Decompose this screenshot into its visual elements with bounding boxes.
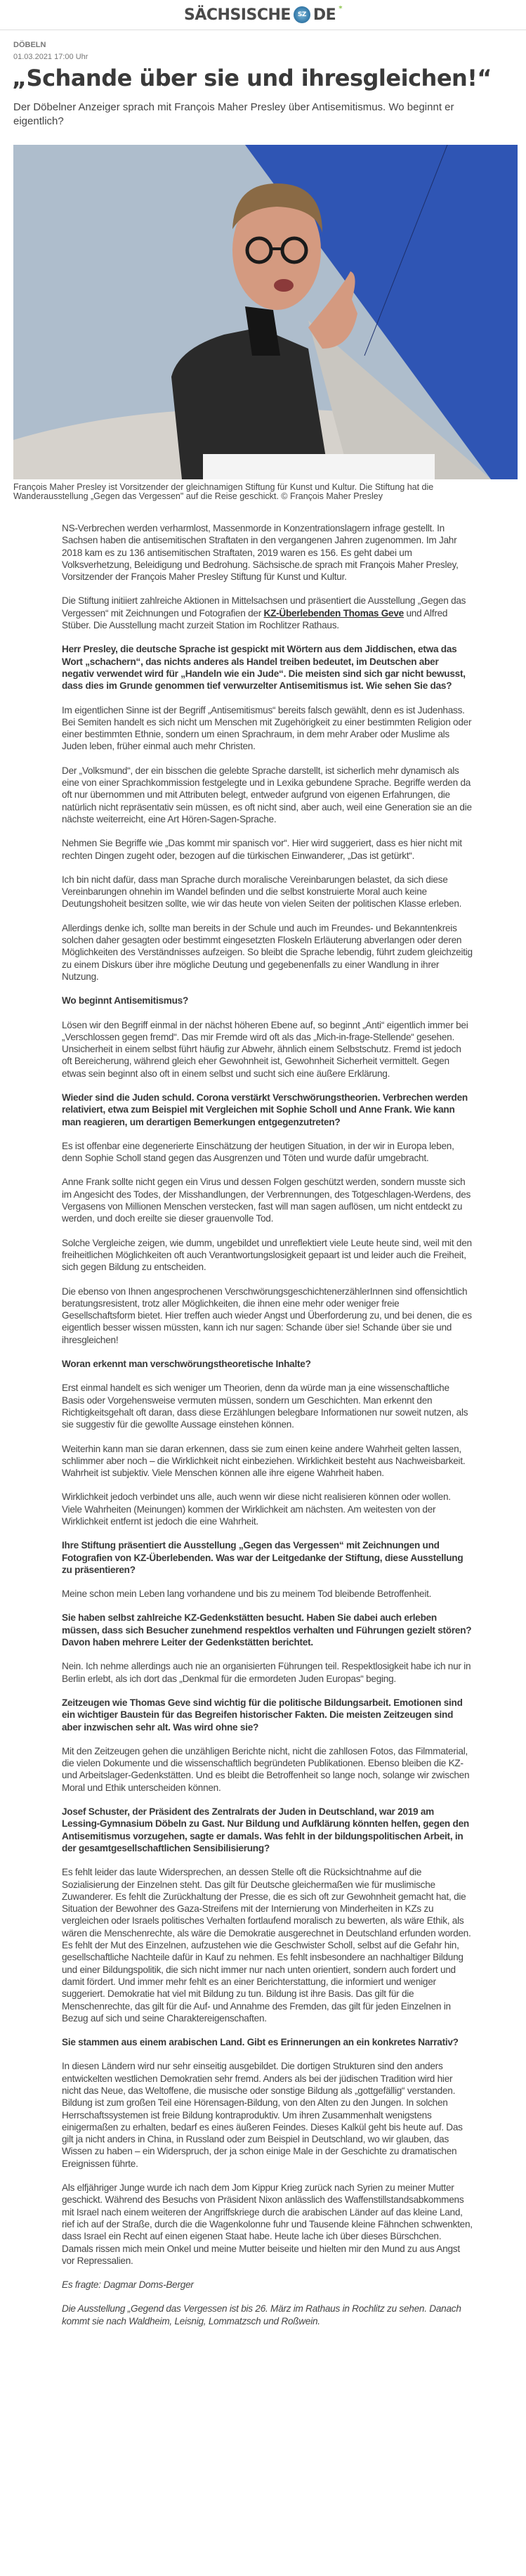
interview-answer: Solche Vergleiche zeigen, wie dumm, ungebildet und unreflektiert viele Leute heute sind, weil mit den freiheitlichen Möglichkeiten oft auch Verantwortungslosigkeit gepaart ist und leider auch die Freiheit, sich gegen Bildung zu entscheiden. (62, 1237, 472, 1273)
sz-logo-icon: SZ (294, 6, 310, 23)
article-photo (13, 145, 518, 479)
article-body (62, 522, 473, 2339)
logo-text-right: DE (313, 6, 336, 24)
interview-answer: Es fehlt leider das laute Widersprechen, an dessen Stelle oft die Rücksichtnahme auf die Sozialisierung der Einzelnen steht. Das gilt für Deutsche gleichermaßen wie für muslimische Zuwanderer. Es fehlt die Zurückhaltung der Presse, die es sich oft zur Gewohnheit gemacht hat, die Situation der Bewohner des Gaza-Streifens mit der Internierung von Minderheiten in KZs zu vergleichen oder Israels politisches Verhalten fortlaufend moralisch zu bewerten, als wäre Ethik, als wären die Menschenrechte, als wäre die Demokratie ausgerechnet in Deutschland erfunden worden. Es fehlt der Mut des Einzelnen, aufzustehen wie die Geschwister Scholl, selbst auf die Gefahr hin, gesellschaftliche Nachteile dafür in Kauf zu nehmen. Es fehlt insbesondere an nachhaltiger Bildung und einer Bildungspolitik, die sich nicht immer nur nach unten orientiert, sondern auch fordert und damit fördert. Und immer mehr fehlt es an einer Berichterstattung, die informiert und weniger suggeriert. Demokratie hat viel mit Bildung zu tun. Bildung ist ihre Basis. Das gilt für die Menschenrechte, das gilt für die Auf- und Annahme des Fremden, das gilt für jeden Einzelnen in Bezug auf sich und seine Charaktereigenschaften. (62, 1867, 471, 2024)
interview-question: Woran erkennt man verschwörungstheoretische Inhalte? (62, 1359, 311, 1370)
photo-caption: François Maher Presley ist Vorsitzender der gleichnamigen Stiftung für Kunst und Kultur. Die Stiftung hat die Wanderausstellung „Gegen das Vergessen" auf die Reise geschickt. © François Maher Presley (13, 482, 434, 501)
interview-question: Wo beginnt Antisemitismus? (62, 995, 189, 1007)
paragraph-text: Die Stiftung initiiert zahlreiche Aktionen in Mittelsachsen und präsentiert die Ausstellung „Gegen das Vergessen“ mit Zeichnungen und Fotografien der (62, 595, 466, 619)
article-intro: NS-Verbrechen werden verharmlost, Massenmorde in Konzentrationslagern infrage gestellt. In Sachsen haben die antisemitischen Straftaten in den vergangenen Jahren zugenommen. Im Jahr 2018 kam es zu 136 antisemitischen Straftaten, 2019 waren es 156. Es geht dabei um Volksverhetzung, Beleidigung und Bedrohung. Sächsische.de sprach mit François Maher Presley, Vorsitzender der François Maher Presley Stiftung für Kunst und Kultur. (62, 523, 459, 583)
interview-answer: Anne Frank sollte nicht gegen ein Virus und dessen Folgen geschützt werden, sondern musste sich im Angesicht des Todes, der Misshandlungen, der Verbrennungen, des Totgeschlagen-Werdens, des Vergasens von Millionen Menschen verstecken, fast will man sagen auflösen, um nicht entdeckt zu werden, und doch ereilte sie dieser grauenvolle Tod. (62, 1177, 471, 1224)
interview-answer: Die ebenso von Ihnen angesprochenen VerschwörungsgeschichtenerzählerInnen sind offensichtlich beratungsresistent, trotz aller Möglichkeiten, die ihnen eine mehr oder weniger freie Gesellschaftsform bietet. Hier treffen auch wieder Angst und Überforderung zu, und bei denen, die es eigentlich besser wissen müssten, kann ich nur sagen: Schande über sie! Schande über sie und ihresgleichen! (62, 1286, 472, 1345)
interview-answer: Weiterhin kann man sie daran erkennen, dass sie zum einen keine andere Wahrheit gelten lassen, schlimmer aber noch – die Wirklichkeit nicht einbeziehen. Wirklichkeit besteht aus Nachweisbarkeit. Wahrheit ist subjektiv. Viele Menschen können alle ihre eigene Wahrheit haben. (62, 1443, 466, 1479)
article-paragraph (62, 595, 473, 631)
logo-star-icon: * (338, 4, 342, 13)
logo-text-left: SÄCHSISCHE (184, 6, 291, 24)
interview-answer: Es ist offenbar eine degenerierte Einschätzung der heutigen Situation, in der wir in Europa leben, denn Sophie Scholl stand gegen das Ausgrenzen und Töten und wurde dafür umgebracht. (62, 1140, 454, 1164)
portrait-image (13, 145, 518, 479)
thomas-geve-link[interactable]: KZ-Überlebenden Thomas Geve (263, 607, 404, 619)
interview-answer: Allerdings denke ich, sollte man bereits in der Schule und auch im Freundes- und Bekanntenkreis solchen daher gesagten oder bestimmt eingesetzten Floskeln Erläuterung abverlangen oder deren Möglichkeiten des Verständnisses aufzeigen. So bleibt die Sprache lebendig, führt zudem gleichzeitig zu einem Diskurs über ihre mögliche Deutung und gegebenenfalls zu einer Wandlung in ihrer Nutzung. (62, 922, 473, 982)
paragraph-text: und Alfred Stüber. Die Ausstellung macht zurzeit Station im Rochlitzer Rathaus. (62, 607, 448, 631)
interview-question: Sie haben selbst zahlreiche KZ-Gedenkstätten besucht. Haben Sie dabei auch erleben müssen, dass sich Besucher zunehmend respektlos verhalten und Führungen gezielt stören? Davon haben mehrere Leiter der Gedenkstätten berichtet. (62, 1612, 472, 1648)
interview-answer: Lösen wir den Begriff einmal in der nächst höheren Ebene auf, so beginnt „Anti“ eigentlich immer bei „Verschlossen gegen fremd“. Das mir Fremde wird oft als das „Mich-in-frage-Stellende“ gesehen. Unsicherheit in einem selbst führt häufig zur Abwehr, ähnlich einem Selbstschutz. Fremd ist jedoch oft Bereicherung, während gleich eher Gewohnheit ist, Gewohnheit Sicherheit vermittelt. Gegen etwas sein beginnt also oft in einem selbst und sucht sich eine äußere Erklärung. (62, 1019, 468, 1079)
interview-question: Ihre Stiftung präsentiert die Ausstellung „Gegen das Vergessen“ mit Zeichnungen und Fotografien von KZ-Überlebenden. Was war der Leitgedanke der Stiftung, diese Ausstellung zu präsentieren? (62, 1540, 463, 1575)
interview-question: Herr Presley, die deutsche Sprache ist gespickt mit Wörtern aus dem Jiddischen, etwa das Wort „schachern“, das nichts anderes als Handel treiben bedeutet, im Deutschen aber negativ verwendet wird für „Handeln wie ein Jude“. Die meisten sind sich gar nicht bewusst, dass dies im Grunde genommen tief verwurzelter Antisemitismus ist. Wie sehen Sie das? (62, 644, 466, 692)
interview-question: Josef Schuster, der Präsident des Zentralrats der Juden in Deutschland, war 2019 am Lessing-Gymnasium Döbeln zu Gast. Nur Bildung und Aufklärung könnten helfen, gegen den Antisemitismus vorzugehen, sagte er damals. Was fehlt in der bildungspolitischen Arbeit, in der gesamtgesellschaftlichen Sensibilisierung? (62, 1806, 469, 1853)
interview-answer: Ich bin nicht dafür, dass man Sprache durch moralische Vereinbarungen belastet, da sich diese Vereinbarungen ohnehin im Wandel befinden und die selbst konstruierte Moral auch keine Deutungshoheit besitzen sollte, wie wir das heute von vielen Seiten der politischen Klasse erleben. (62, 874, 462, 910)
site-logo[interactable] (184, 6, 342, 24)
interview-answer: Nein. Ich nehme allerdings auch nie an organisierten Führungen teil. Respektlosigkeit habe ich nur in Berlin erlebt, als ich dort das „Denkmal für die ermordeten Juden Europas“ beging. (62, 1661, 471, 1684)
site-header (0, 0, 526, 30)
article-footnote: Die Ausstellung „Gegend das Vergessen ist bis 26. März im Rathaus in Rochlitz zu sehen. Danach kommt sie nach Waldheim, Leisnig, Lommatzsch und Roßwein. (62, 2303, 461, 2326)
interview-answer: Nehmen Sie Begriffe wie „Das kommt mir spanisch vor“. Hier wird suggeriert, dass es hier nicht mit rechten Dingen zugeht oder, bezogen auf die türkischen Einwanderer, „Das ist getürkt“. (62, 838, 462, 861)
interview-question: Sie stammen aus einem arabischen Land. Gibt es Erinnerungen an ein konkretes Narrativ? (62, 2037, 459, 2048)
interview-answer: In diesen Ländern wird nur sehr einseitig ausgebildet. Die dortigen Strukturen sind den anders entwickelten westlichen Demokratien sehr fremd. Anders als bei der jüdischen Tradition wird hier nicht das Neue, das Weltoffene, die musische oder sonstige Bildung als „gottgefällig“ verstanden. Bildung ist zum großen Teil eine Hörensagen-Bildung, von den Alten zu den Jungen. In solchen Herrschaftssystemen ist freie Bildung kontraproduktiv. Um ihren Zusammenhalt wenigstens einigermaßen zu erhalten, bedarf es eines äußeren Feindes. Dieses Kalkül geht bis heute auf. Das gilt ja nicht anders in China, in Russland oder zum Beispiel in Deutschland, wo wir glauben, das Wissen zu haben – ein Widerspruch, der ja schon einige Male in der Geschichte zu dramatischen Ereignissen führte. (62, 2061, 463, 2169)
interview-answer: Wirklichkeit jedoch verbindet uns alle, auch wenn wir diese nicht realisieren können oder wollen. Viele Wahrheiten (Meinungen) kommen der Wirklichkeit am nächsten. Am weitesten von der Wirklichkeit entfernt ist jedoch die eine Wahrheit. (62, 1491, 451, 1527)
interview-answer: Erst einmal handelt es sich weniger um Theorien, denn da würde man ja eine wissenschaftliche Basis oder Vorgehensweise vermuten müssen, sondern um Geschichten. Man erkennt den Richtigkeitsgehalt oft daran, dass diese Erzählungen belegbare Informationen nur soweit nutzen, als sie suggestiv für die gewollte Aussage einstehen können. (62, 1383, 468, 1430)
article-teaser: Der Döbelner Anzeiger sprach mit François Maher Presley über Antisemitismus. Wo beginnt er eigentlich? (13, 101, 454, 127)
interview-question: Zeitzeugen wie Thomas Geve sind wichtig für die politische Bildungsarbeit. Emotionen sind ein wichtiger Baustein für das Begreifen historischer Fakten. Die meisten Zeitzeugen sind aber inzwischen sehr alt. Was wird ohne sie? (62, 1697, 463, 1733)
interview-question: Wieder sind die Juden schuld. Corona verstärkt Verschwörungstheorien. Verbrechen werden relativiert, etwa zum Beispiel mit Vergleichen mit Sophie Scholl und Anne Frank. Wie kann man reagieren, um derartigen Bemerkungen entgegenzutreten? (62, 1092, 468, 1127)
article-date: 01.03.2021 17:00 Uhr (13, 53, 88, 61)
interview-answer: Als elfjähriger Junge wurde ich nach dem Jom Kippur Krieg zurück nach Syrien zu meiner Mutter geschickt. Während des Besuchs von Präsident Nixon anlässlich des Waffenstillstandsabkommens mit Israel nach einem weiteren der Angriffskriege durch die arabischen Länder auf das kleine Land, rief ich auf der Straße, durch die die Wagenkolonne fuhr und Tausende kleine Fähnchen schwenkten, dass Israel ein Recht auf einen eigenen Staat habe. Heute lache ich über dieses Bürschchen. Damals rissen mich mein Onkel und meine Mutter beiseite und hielten mir den Mund zu aus Angst vor Repressalien. (62, 2182, 473, 2266)
article-footnote: Es fragte: Dagmar Doms-Berger (62, 2279, 194, 2291)
interview-answer: Mit den Zeitzeugen gehen die unzähligen Berichte nicht, nicht die zahllosen Fotos, das Filmmaterial, die vielen Dokumente und die wissenschaftlich begründeten Publikationen. Ebenso bleiben die KZ- und Arbeitslager-Gedenkstätten. Und es bleibt die Betroffenheit so lange noch, solange wir zwischen Moral und Ethik unterscheiden können. (62, 1745, 470, 1793)
interview-answer: Im eigentlichen Sinne ist der Begriff „Antisemitismus“ bereits falsch gewählt, denn es ist Judenhass. Bei Semiten handelt es sich nicht um Menschen mit Zugehörigkeit zu einer bestimmten Religion oder einer bestimmten Ethnie, sondern um einen Sprachraum, in dem mehr Araber oder Muslime als Juden leben, früher einmal auch mehr Christen. (62, 704, 472, 752)
interview-answer: Meine schon mein Leben lang vorhandene und bis zu meinem Tod bleibende Betroffenheit. (62, 1588, 432, 1600)
interview-answer: Der „Volksmund“, der ein bisschen die gelebte Sprache darstellt, ist sicherlich mehr dynamisch als eine von einer Sprachkommission festgelegte und in Lexika gebundene Sprache. Begriffe werden da oft nur übernommen und mit Attributen belegt, entweder aufgrund von eigenen Erfahrungen, die natürlich nicht repräsentativ sein müssen, es oft nicht sind, aber auch, weil eine Generation sie an die nächste weiterreicht, eine Art Hören-Sagen-Sprache. (62, 765, 472, 824)
article-category[interactable]: DÖBELN (13, 41, 46, 49)
page-title: „Schande über sie und ihresgleichen!“ (12, 65, 492, 91)
